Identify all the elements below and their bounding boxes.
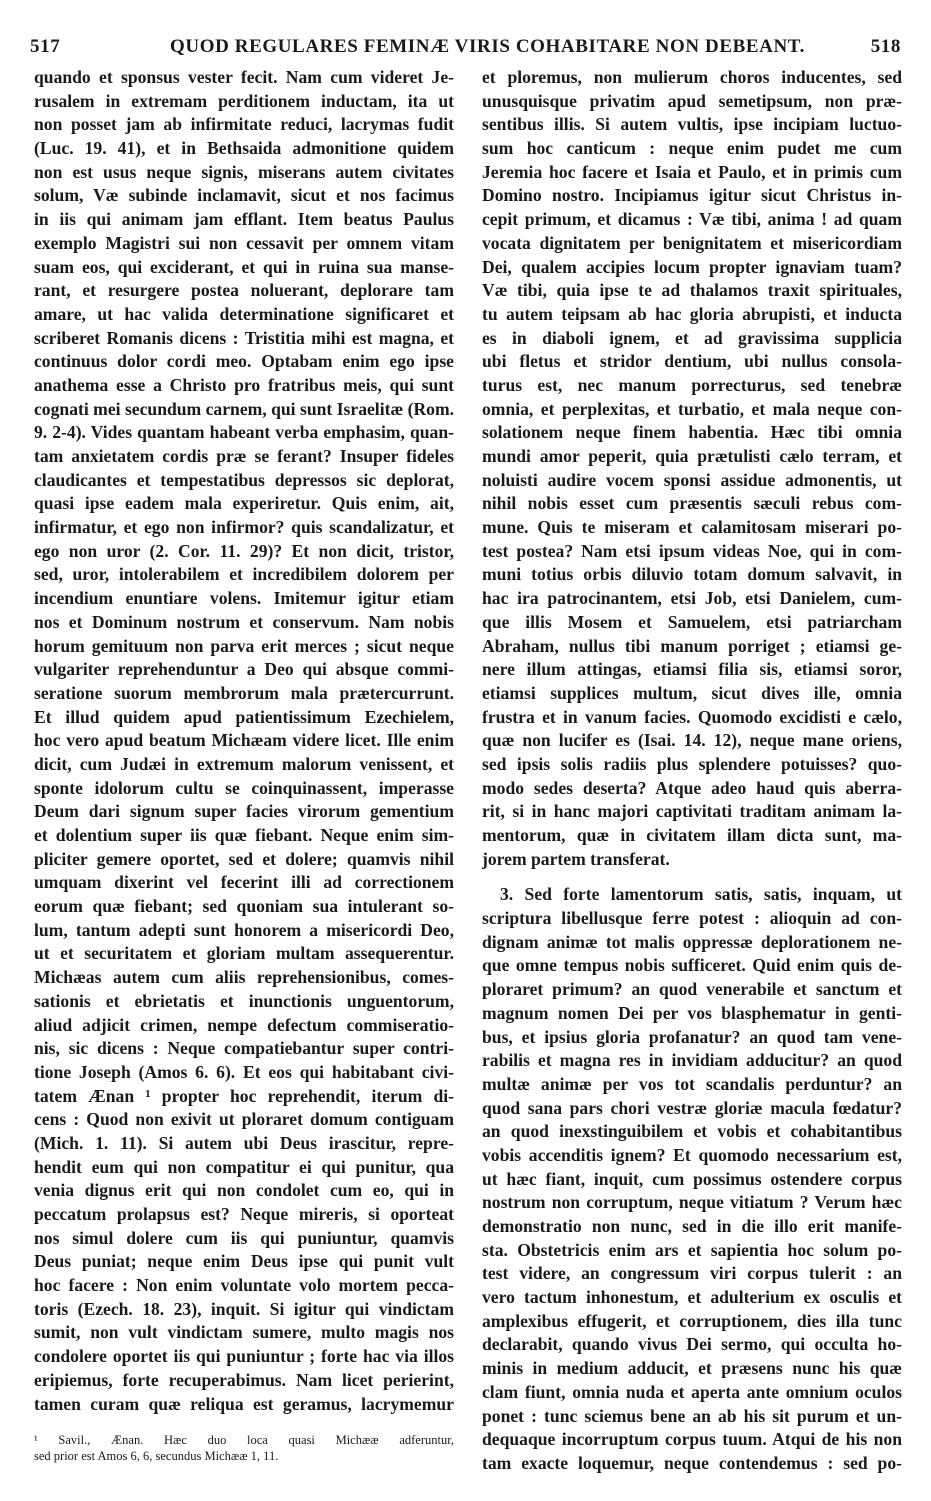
text-line: ubi fletus et stridor dentium, ubi nullus consola- xyxy=(482,351,902,372)
text-line: pliciter gemere oportet, sed et dolere; quamvis nihil xyxy=(34,848,454,869)
text-line: toris (Ezech. 18. 23), inquit. Si igitur qui vindictam xyxy=(34,1298,454,1319)
text-line: nis, sic dicens : Neque compatiebantur super contri- xyxy=(34,1038,454,1059)
text-line: sentibus illis. Si autem vultis, ipse incipiam luctuo- xyxy=(482,114,902,135)
text-line: Dei, qualem accipies locum propter ignaviam tuam? xyxy=(482,256,902,277)
text-line: hoc facere : Non enim voluntate volo mortem pecca- xyxy=(34,1275,454,1296)
text-line: es in diaboli ignem, et ad gravissima supplicia xyxy=(482,327,902,348)
text-line: quasi ipse eadem mala experiretur. Quis enim, ait, xyxy=(34,493,454,514)
text-line: turus est, nec manum porrecturus, sed tenebræ xyxy=(482,374,902,395)
paragraph-gap xyxy=(482,871,902,883)
text-line: incendium enuntiare volens. Imitemur igitur etiam xyxy=(34,588,454,609)
text-line: frustra et in vanum facies. Quomodo excidisti e cælo, xyxy=(482,706,902,727)
text-line: Jeremia hoc facere et Isaia et Paulo, et in primis cum xyxy=(482,161,902,182)
text-line: horum gemituum non parva erit merces ; sicut neque xyxy=(34,635,454,656)
text-line: non est usus neque signis, miserans autem civitates xyxy=(34,161,454,182)
text-line: hendit eum qui non compatitur ei qui punitur, qua xyxy=(34,1156,454,1177)
text-line: ponet : tunc sciemus bene an ab his sit purum et un- xyxy=(482,1405,902,1426)
text-line: sum hoc canticum : neque enim pudet me cum xyxy=(482,138,902,159)
text-line: mentorum, quæ in civitatem illam dicta sunt, ma- xyxy=(482,825,902,845)
right-column xyxy=(482,66,902,1476)
page-number-right: 518 xyxy=(870,36,901,57)
text-line: cognati mei secundum carnem, qui sunt Israelitæ (Rom. xyxy=(34,398,454,419)
text-line: hac ira patrocinantem, etsi Job, etsi Danielem, cum- xyxy=(482,588,902,609)
text-line: etiamsi supplices multum, sicut dives ille, omnia xyxy=(482,682,902,703)
text-line: tamen curam quæ reliqua est geramus, lacrymemur xyxy=(34,1393,454,1414)
text-line: dequaque incorruptum corpus tuum. Atqui de his non xyxy=(482,1429,902,1450)
text-line: Deus puniat; neque enim Deus ipse qui punit vult xyxy=(34,1251,454,1272)
text-line: dicit, cum Judæi in extremum malorum venissent, et xyxy=(34,753,454,774)
text-line: quæ non lucifer es (Isai. 14. 12), neque mane oriens, xyxy=(482,730,902,751)
text-line: vulgariter reprehenduntur a Deo qui absque commi- xyxy=(34,659,454,680)
text-line: quod sana pars chori vestræ gloriæ macula fœdatur? xyxy=(482,1097,902,1118)
text-line: scriberet Romanis dicens : Tristitia mihi est magna, et xyxy=(34,327,454,348)
page-number-left: 517 xyxy=(30,36,61,57)
text-line: test postea? Nam etsi ipsum videas Noe, qui in com- xyxy=(482,540,902,561)
text-line: ut et securitatem et gloriam multam assequerentur. xyxy=(34,943,454,964)
text-line: que illis Mosem et Samuelem, etsi patriarcham xyxy=(482,611,902,632)
text-line: scriptura libellusque ferre potest : alioquin ad con- xyxy=(482,908,902,929)
text-line: ut hæc fiant, inquit, cum possimus ostendere corpus xyxy=(482,1168,902,1189)
text-line: unusquisque privatim apud semetipsum, non præ- xyxy=(482,90,902,111)
text-line: sed ipsis solis radiis plus splendere potuisses? quo- xyxy=(482,753,902,774)
text-line: Deum dari signum super facies virorum gementium xyxy=(34,801,454,822)
text-line: seratione suorum membrorum mala prætercurrunt. xyxy=(34,682,454,703)
text-line: amare, ut hac valida determinatione significaret et xyxy=(34,303,454,324)
text-line: vobis accenditis ignem? Et quomodo necessarium est, xyxy=(482,1144,902,1165)
text-line: 9. 2-4). Vides quantam habeant verba emphasim, quan- xyxy=(34,422,454,443)
text-line: multæ animæ per vos tot scandalis perduntur? an xyxy=(482,1073,902,1094)
text-line: 3. Sed forte lamentorum satis, satis, inquam, ut xyxy=(500,884,902,905)
text-line: clam fiunt, omnia nuda et aperta ante omnium oculos xyxy=(482,1381,902,1402)
text-line: eripiemus, forte recuperabimus. Nam licet perierint, xyxy=(34,1369,454,1390)
text-line: rit, si in hanc majori captivitati traditam animam la- xyxy=(482,801,902,822)
text-line: tione Joseph (Amos 6. 6). Et eos qui habitabant civi- xyxy=(34,1061,454,1082)
text-line: et dolentium super iis quæ fiebant. Neque enim sim- xyxy=(34,825,454,845)
text-line: Domino nostro. Incipiamus igitur sicut Christus in- xyxy=(482,185,902,206)
text-line: noluisti audire vocem sponsi assidue admonentis, ut xyxy=(482,469,902,490)
text-line: rabilis et magna res in invidiam adducitur? an quod xyxy=(482,1050,902,1071)
text-line: sponte idolorum cultu se coinquinassent, imperasse xyxy=(34,777,454,798)
text-line: nos simul dolere cum iis qui puniuntur, quamvis xyxy=(34,1227,454,1248)
text-line: tatem Ænan ¹ propter hoc reprehendit, iterum di- xyxy=(34,1085,454,1106)
text-line: demonstratio non nunc, sed in die illo erit manife- xyxy=(482,1216,902,1236)
text-line: cepit primum, et dicamus : Væ tibi, anima ! ad quam xyxy=(482,209,902,230)
text-line: magnum nomen Dei per vos blasphematur in genti- xyxy=(482,1002,902,1023)
text-line: an quod inexstinguibilem et vobis et cohabitantibus xyxy=(482,1121,902,1142)
text-line: tam exacte loquemur, neque contendemus : sed po- xyxy=(482,1452,902,1473)
text-line: que omne tempus nobis sufficeret. Quid enim quis de- xyxy=(482,955,902,976)
text-line: sationis et ebrietatis et inunctionis unguentorum, xyxy=(34,990,454,1011)
text-line: umquam dixerint vel fecerint illi ad correctionem xyxy=(34,872,454,893)
text-line: solationem neque finem habentia. Hæc tibi omnia xyxy=(482,422,902,443)
text-line: sed, uror, intolerabilem et incredibilem dolorem per xyxy=(34,564,454,585)
text-line: bus, et ipsius gloria profanatur? an quod tam vene- xyxy=(482,1026,902,1047)
text-line: claudicantes et tempestatibus depressos sic deplorat, xyxy=(34,469,454,490)
text-line: (Luc. 19. 41), et in Bethsaida admonitione quidem xyxy=(34,138,454,159)
text-line: in iis qui animam jam efflant. Item beatus Paulus xyxy=(34,209,454,230)
text-line: sumit, non vult vindictam sumere, multo magis nos xyxy=(34,1322,454,1343)
text-line: exemplo Magistri sui non cessavit per omnem vitam xyxy=(34,232,454,253)
text-line: condolere oportet iis qui puniuntur ; forte hac via illos xyxy=(34,1346,454,1367)
text-line: quando et sponsus vester fecit. Nam cum videret Je- xyxy=(34,67,454,87)
running-header xyxy=(30,36,901,58)
text-line: nere illum attingas, etiamsi filia sis, etiamsi soror, xyxy=(482,659,902,680)
text-line: (Mich. 1. 11). Si autem ubi Deus irascitur, repre- xyxy=(34,1132,454,1153)
text-line: declarabit, quando vivus Dei sermo, qui occulta ho- xyxy=(482,1334,902,1355)
text-line: eorum quæ fiebant; sed quoniam sua intulerant so- xyxy=(34,896,454,917)
text-line: tam anxietatem cordis præ se ferant? Insuper fideles xyxy=(34,446,454,466)
text-line: modo sedes deserta? Atque adeo haud quis aberra- xyxy=(482,777,902,798)
footnote-line: sed prior est Amos 6, 6, secundus Michææ 1, 11. xyxy=(34,1449,279,1464)
text-line: ego non uror (2. Cor. 11. 29)? Et non dicit, tristor, xyxy=(34,540,454,561)
text-line: lum, tantum adepti sunt honorem a misericordi Deo, xyxy=(34,919,454,940)
text-line: jorem partem transferat. xyxy=(482,848,670,869)
text-line: ploraret primum? an quod venerabile et sanctum et xyxy=(482,979,902,1000)
text-line: aliud adjicit crimen, nempe defectum commiseratio- xyxy=(34,1014,454,1035)
text-line: nos et Dominum nostrum et conservum. Nam nobis xyxy=(34,611,454,632)
text-line: omnia, et perplexitas, et turbatio, et mala neque con- xyxy=(482,398,902,419)
text-line: mundi amor peperit, quia prætulisti cælo terram, et xyxy=(482,446,902,466)
text-line: infirmatur, et ego non infirmor? quis scandalizatur, et xyxy=(34,517,454,538)
text-line: sta. Obstetricis enim ars et sapientia hoc solum po- xyxy=(482,1239,902,1260)
text-line: suam eos, qui exciderant, et qui in ruina sua manse- xyxy=(34,256,454,277)
running-title: QUOD REGULARES FEMINÆ VIRIS COHABITARE NON DEBEANT. xyxy=(170,36,805,57)
text-line: amplexibus effugerit, et corruptionem, dies illa tunc xyxy=(482,1310,902,1331)
text-line: minis in medium adducit, et præsens nunc his quæ xyxy=(482,1358,902,1379)
text-line: test videre, an congressum viri corpus tulerit : an xyxy=(482,1263,902,1284)
text-line: tu autem teipsam ab hac gloria abrupisti, et inducta xyxy=(482,303,902,324)
text-line: non posset jam ab infirmitate reduci, lacrymas fudit xyxy=(34,114,454,135)
text-line: muni totius orbis diluvio totam domum salvavit, in xyxy=(482,564,902,585)
text-line: cens : Quod non exivit ut ploraret domum contiguam xyxy=(34,1109,454,1130)
text-line: continuus dolor cordi meo. Optabam enim ego ipse xyxy=(34,351,454,372)
footnote-line: ¹ Savil., Ænan. Hæc duo loca quasi Michææ adferuntur, xyxy=(34,1433,454,1448)
text-line: nostrum non corruptum, neque vitiatum ? Verum hæc xyxy=(482,1192,902,1213)
text-line: Et illud quidem apud patientissimum Ezechielem, xyxy=(34,706,454,727)
text-line: venia dignus erit qui non condolet cum eo, qui in xyxy=(34,1180,454,1201)
text-line: dignam animæ tot malis oppressæ deplorationem ne- xyxy=(482,931,902,952)
text-line: nihil nobis esset cum præsentis sæculi rebus com- xyxy=(482,493,902,514)
text-line: vocata dignitatem per benignitatem et misericordiam xyxy=(482,232,902,253)
text-line: mune. Quis te miseram et calamitosam miserari po- xyxy=(482,517,902,538)
text-line: rant, et resurgere postea noluerant, deplorare tam xyxy=(34,280,454,301)
text-line: rusalem in extremam perditionem inductam, ita ut xyxy=(34,90,454,111)
left-column xyxy=(34,66,454,1464)
text-line: Abraham, nullus tibi manum porriget ; etiamsi ge- xyxy=(482,635,902,656)
text-line: solum, Væ subinde inclamavit, sicut et nos facimus xyxy=(34,185,454,206)
text-line: peccatum prolapsus est? Neque mireris, si oporteat xyxy=(34,1204,454,1224)
text-line: vero tactum inhonestum, et adulterium ex osculis et xyxy=(482,1287,902,1308)
text-line: Væ tibi, quia ipse te ad thalamos traxit spirituales, xyxy=(482,280,902,301)
text-line: Michæas autem cum aliis reprehensionibus, comes- xyxy=(34,967,454,988)
text-line: et ploremus, non mulierum choros inducentes, sed xyxy=(482,67,902,87)
text-line: anathema esse a Christo pro fratribus meis, qui sunt xyxy=(34,374,454,395)
text-line: hoc vero apud beatum Michæam videre licet. Ille enim xyxy=(34,730,454,751)
